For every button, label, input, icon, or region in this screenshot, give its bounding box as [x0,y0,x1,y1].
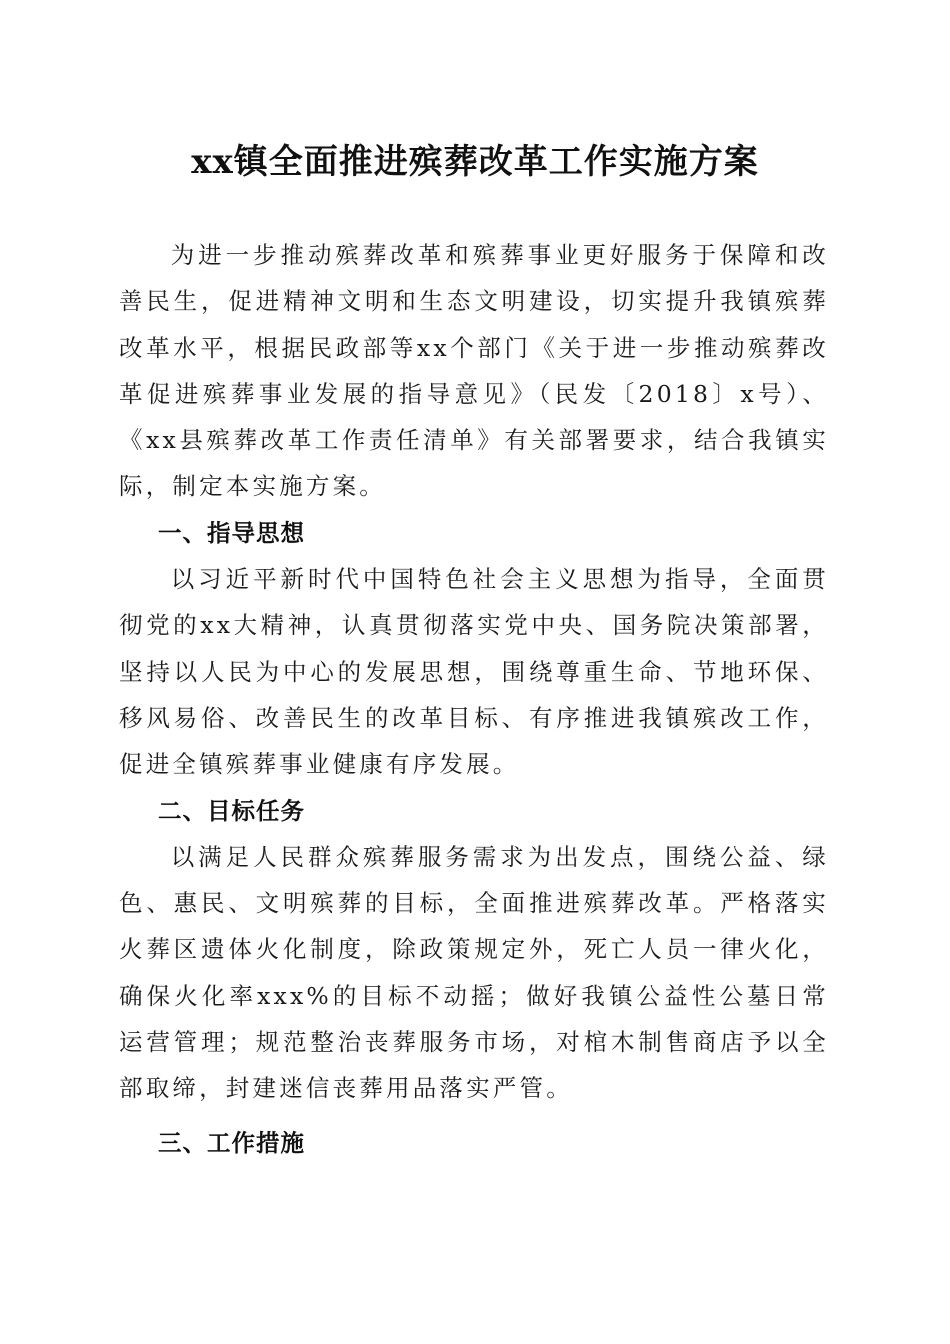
section-heading-work-measures: 三、工作措施 [158,1128,305,1157]
section-paragraph-goals-tasks: 以满足人民群众殡葬服务需求为出发点，围绕公益、绿色、惠民、文明殡葬的目标，全面推进殡葬改革。严格落实火葬区遗体火化制度，除政策规定外，死亡人员一律火化，确保火化率xxx%的目标不动摇；做好我镇公益性公墓日常运营管理；规范整治丧葬服务市场，对棺木制售商店予以全部取缔，封建迷信丧葬用品落实严管。 [119,842,829,1103]
document-title: xx镇全面推进殡葬改革工作实施方案 [191,142,759,182]
section-heading-guiding-ideology: 一、指导思想 [158,518,305,547]
section-paragraph-guiding-ideology: 以习近平新时代中国特色社会主义思想为指导，全面贯彻党的xx大精神，认真贯彻落实党中央、国务院决策部署，坚持以人民为中心的发展思想，围绕尊重生命、节地环保、移风易俗、改善民生的改革目标、有序推进我镇殡改工作，促进全镇殡葬事业健康有序发展。 [119,565,829,779]
intro-paragraph: 为进一步推动殡葬改革和殡葬事业更好服务于保障和改善民生，促进精神文明和生态文明建设，切实提升我镇殡葬改革水平，根据民政部等xx个部门《关于进一步推动殡葬改革促进殡葬事业发展的指导意见》（民发〔2018〕x号）、《xx县殡葬改革工作责任清单》有关部署要求，结合我镇实际，制定本实施方案。 [119,241,829,501]
section-heading-goals-tasks: 二、目标任务 [158,796,305,825]
document-body [119,232,829,1166]
